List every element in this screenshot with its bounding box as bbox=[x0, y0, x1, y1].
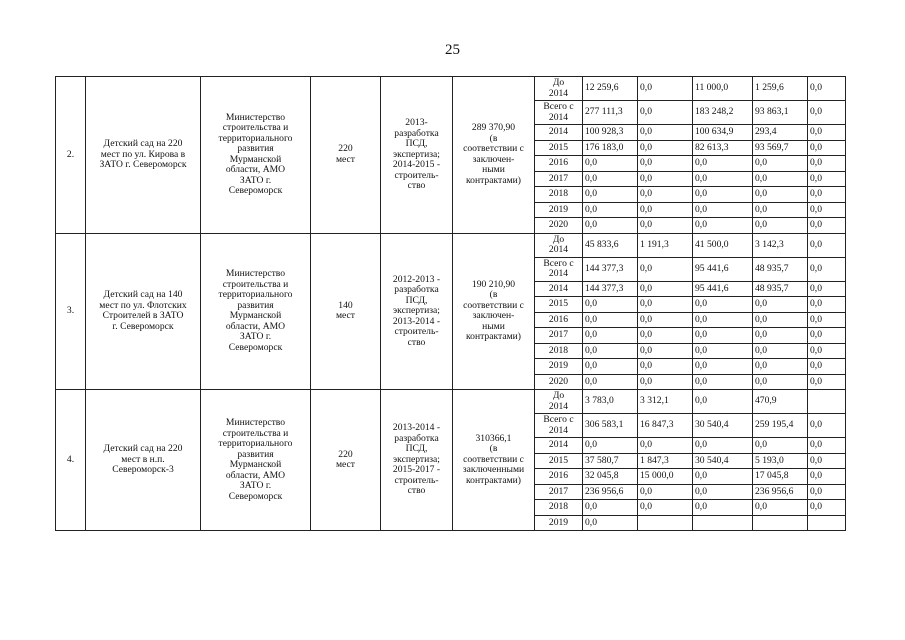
value-cell: 0,0 bbox=[808, 140, 846, 156]
period-text: 2014 bbox=[548, 282, 569, 294]
value-cell bbox=[808, 515, 846, 531]
value-cell: 0,0 bbox=[808, 469, 846, 485]
work-stages bbox=[381, 77, 453, 234]
value-cell: 48 935,7 bbox=[753, 257, 808, 281]
value-cell: 0,0 bbox=[808, 484, 846, 500]
period-text: 2015 bbox=[548, 141, 569, 153]
row-number bbox=[56, 233, 86, 390]
object-name bbox=[86, 77, 201, 234]
value-cell: 0,0 bbox=[693, 343, 753, 359]
value-cell: 0,0 bbox=[583, 328, 638, 344]
value-cell: 1 191,3 bbox=[638, 233, 693, 257]
value-cell: 0,0 bbox=[808, 281, 846, 297]
value-cell: 0,0 bbox=[583, 500, 638, 516]
value-cell: 32 045,8 bbox=[583, 469, 638, 485]
period-cell bbox=[535, 77, 583, 101]
period-text: До 2014 bbox=[548, 390, 569, 412]
period-cell bbox=[535, 156, 583, 172]
period-cell bbox=[535, 171, 583, 187]
period-text: 2019 bbox=[548, 516, 569, 528]
capacity bbox=[311, 390, 381, 531]
work-stages-text: 2013- разработка ПСД, экспертиза; 2014-2015 - строитель- ство bbox=[392, 117, 441, 191]
period-cell bbox=[535, 125, 583, 141]
work-stages-text: 2012-2013 - разработка ПСД, экспертиза; 2013-2014 - строитель- ство bbox=[392, 273, 441, 348]
estimated-cost bbox=[453, 233, 535, 390]
value-cell: 0,0 bbox=[808, 500, 846, 516]
value-cell: 0,0 bbox=[638, 343, 693, 359]
value-cell: 0,0 bbox=[583, 187, 638, 203]
value-cell: 0,0 bbox=[583, 297, 638, 313]
capacity-text: 140 мест bbox=[335, 299, 356, 322]
value-cell: 0,0 bbox=[808, 453, 846, 469]
period-cell bbox=[535, 484, 583, 500]
value-cell: 0,0 bbox=[638, 140, 693, 156]
value-cell: 0,0 bbox=[808, 257, 846, 281]
value-cell: 0,0 bbox=[753, 202, 808, 218]
value-cell: 0,0 bbox=[638, 281, 693, 297]
value-cell: 0,0 bbox=[808, 187, 846, 203]
work-stages-text: 2013-2014 - разработка ПСД, экспертиза; 2015-2017 - строитель- ство bbox=[392, 422, 441, 497]
value-cell: 16 847,3 bbox=[638, 414, 693, 438]
responsible-org-text: Министерство строительства и территориального развития Мурманской области, АМО ЗАТО г. Североморск bbox=[218, 268, 293, 353]
value-cell: 100 928,3 bbox=[583, 125, 638, 141]
period-cell bbox=[535, 414, 583, 438]
period-cell bbox=[535, 390, 583, 414]
value-cell: 0,0 bbox=[693, 500, 753, 516]
value-cell bbox=[693, 515, 753, 531]
period-text: 2017 bbox=[548, 329, 569, 340]
value-cell: 0,0 bbox=[693, 297, 753, 313]
period-text: 2018 bbox=[548, 344, 569, 356]
value-cell: 0,0 bbox=[638, 438, 693, 454]
period-text: 2017 bbox=[548, 172, 569, 184]
value-cell: 0,0 bbox=[583, 156, 638, 172]
period-text: 2014 bbox=[548, 439, 569, 450]
capacity-text: 220 мест bbox=[335, 448, 356, 470]
value-cell: 0,0 bbox=[583, 374, 638, 390]
value-cell: 0,0 bbox=[583, 359, 638, 375]
period-text: 2019 bbox=[548, 360, 569, 371]
value-cell: 183 248,2 bbox=[693, 101, 753, 125]
value-cell: 17 045,8 bbox=[753, 469, 808, 485]
value-cell: 0,0 bbox=[638, 374, 693, 390]
value-cell: 1 259,6 bbox=[753, 77, 808, 101]
row-number bbox=[56, 390, 86, 531]
value-cell: 95 441,6 bbox=[693, 281, 753, 297]
value-cell: 0,0 bbox=[808, 312, 846, 328]
value-cell: 0,0 bbox=[808, 414, 846, 438]
table-row bbox=[56, 390, 846, 414]
object-name-text: Детский сад на 140 мест по ул. Флотских Строителей в ЗАТО г. Североморск bbox=[99, 289, 187, 332]
value-cell: 236 956,6 bbox=[753, 484, 808, 500]
value-cell: 0,0 bbox=[638, 328, 693, 344]
value-cell: 0,0 bbox=[693, 374, 753, 390]
value-cell: 0,0 bbox=[693, 328, 753, 344]
period-cell bbox=[535, 312, 583, 328]
value-cell: 0,0 bbox=[693, 202, 753, 218]
value-cell: 0,0 bbox=[808, 156, 846, 172]
object-name bbox=[86, 233, 201, 390]
value-cell: 0,0 bbox=[753, 438, 808, 454]
value-cell: 0,0 bbox=[638, 500, 693, 516]
value-cell: 0,0 bbox=[808, 218, 846, 234]
responsible-org bbox=[201, 390, 311, 531]
value-cell: 12 259,6 bbox=[583, 77, 638, 101]
value-cell: 0,0 bbox=[753, 374, 808, 390]
capacity bbox=[311, 77, 381, 234]
value-cell: 293,4 bbox=[753, 125, 808, 141]
value-cell: 0,0 bbox=[808, 328, 846, 344]
object-name-text: Детский сад на 220 мест по ул. Кирова в ЗАТО г. Североморск bbox=[99, 138, 187, 170]
value-cell: 30 540,4 bbox=[693, 453, 753, 469]
value-cell: 0,0 bbox=[808, 359, 846, 375]
table-row bbox=[56, 233, 846, 257]
period-cell bbox=[535, 281, 583, 297]
value-cell: 0,0 bbox=[753, 359, 808, 375]
value-cell: 0,0 bbox=[808, 77, 846, 101]
value-cell: 0,0 bbox=[693, 218, 753, 234]
value-cell: 0,0 bbox=[753, 187, 808, 203]
value-cell: 0,0 bbox=[693, 312, 753, 328]
responsible-org bbox=[201, 233, 311, 390]
period-text: 2016 bbox=[548, 313, 569, 325]
value-cell: 0,0 bbox=[638, 202, 693, 218]
value-cell: 0,0 bbox=[753, 218, 808, 234]
estimated-cost-text: 289 370,90 (в соответствии с заключен- ными контрактами) bbox=[463, 122, 524, 186]
value-cell: 37 580,7 bbox=[583, 453, 638, 469]
period-cell bbox=[535, 257, 583, 281]
value-cell: 0,0 bbox=[638, 297, 693, 313]
period-text: До 2014 bbox=[548, 233, 569, 255]
period-cell bbox=[535, 453, 583, 469]
value-cell: 0,0 bbox=[693, 187, 753, 203]
period-text: 2019 bbox=[548, 203, 569, 215]
period-cell bbox=[535, 218, 583, 234]
value-cell: 0,0 bbox=[693, 469, 753, 485]
value-cell: 0,0 bbox=[753, 171, 808, 187]
period-text: До 2014 bbox=[548, 77, 569, 99]
period-cell bbox=[535, 343, 583, 359]
value-cell: 0,0 bbox=[583, 343, 638, 359]
value-cell: 93 863,1 bbox=[753, 101, 808, 125]
value-cell: 30 540,4 bbox=[693, 414, 753, 438]
period-text: 2014 bbox=[548, 126, 569, 137]
work-stages bbox=[381, 233, 453, 390]
period-text: Всего с 2014 bbox=[543, 101, 574, 123]
work-stages bbox=[381, 390, 453, 531]
object-name-text: Детский сад на 220 мест в н.п. Североморск-3 bbox=[103, 443, 183, 476]
period-cell bbox=[535, 469, 583, 485]
period-cell bbox=[535, 297, 583, 313]
object-name bbox=[86, 390, 201, 531]
responsible-org bbox=[201, 77, 311, 234]
value-cell: 3 312,1 bbox=[638, 390, 693, 414]
value-cell: 0,0 bbox=[638, 101, 693, 125]
value-cell: 0,0 bbox=[583, 312, 638, 328]
value-cell: 176 183,0 bbox=[583, 140, 638, 156]
value-cell: 11 000,0 bbox=[693, 77, 753, 101]
period-cell bbox=[535, 374, 583, 390]
period-text: 2017 bbox=[548, 485, 569, 497]
period-text: Всего с 2014 bbox=[543, 414, 574, 436]
value-cell: 0,0 bbox=[808, 171, 846, 187]
value-cell: 82 613,3 bbox=[693, 140, 753, 156]
value-cell: 0,0 bbox=[583, 202, 638, 218]
value-cell: 1 847,3 bbox=[638, 453, 693, 469]
period-cell bbox=[535, 500, 583, 516]
value-cell: 0,0 bbox=[638, 359, 693, 375]
period-cell bbox=[535, 140, 583, 156]
period-cell bbox=[535, 187, 583, 203]
value-cell: 95 441,6 bbox=[693, 257, 753, 281]
value-cell: 0,0 bbox=[753, 312, 808, 328]
value-cell: 0,0 bbox=[693, 156, 753, 172]
capacity bbox=[311, 233, 381, 390]
row-number-text: 2. bbox=[66, 148, 75, 160]
value-cell: 0,0 bbox=[638, 125, 693, 141]
value-cell: 236 956,6 bbox=[583, 484, 638, 500]
period-cell bbox=[535, 233, 583, 257]
value-cell: 0,0 bbox=[638, 257, 693, 281]
period-text: 2016 bbox=[548, 470, 569, 481]
period-cell bbox=[535, 515, 583, 531]
period-text: 2018 bbox=[548, 501, 569, 512]
value-cell: 100 634,9 bbox=[693, 125, 753, 141]
value-cell: 144 377,3 bbox=[583, 281, 638, 297]
period-text: 2016 bbox=[548, 157, 569, 168]
value-cell: 470,9 bbox=[753, 390, 808, 414]
table-body bbox=[56, 77, 846, 531]
estimated-cost bbox=[453, 77, 535, 234]
value-cell: 45 833,6 bbox=[583, 233, 638, 257]
period-text: 2015 bbox=[548, 298, 569, 309]
value-cell: 0,0 bbox=[808, 343, 846, 359]
period-cell bbox=[535, 101, 583, 125]
value-cell: 0,0 bbox=[753, 297, 808, 313]
estimated-cost-text: 190 210,90 (в соответствии с заключен- ными контрактами) bbox=[463, 278, 524, 343]
value-cell: 0,0 bbox=[753, 156, 808, 172]
value-cell: 0,0 bbox=[808, 101, 846, 125]
value-cell: 0,0 bbox=[753, 500, 808, 516]
value-cell: 5 193,0 bbox=[753, 453, 808, 469]
estimated-cost bbox=[453, 390, 535, 531]
period-text: 2015 bbox=[548, 454, 569, 466]
value-cell bbox=[808, 390, 846, 414]
value-cell: 0,0 bbox=[638, 484, 693, 500]
value-cell: 0,0 bbox=[638, 77, 693, 101]
period-cell bbox=[535, 328, 583, 344]
value-cell bbox=[638, 515, 693, 531]
value-cell: 0,0 bbox=[808, 202, 846, 218]
value-cell bbox=[753, 515, 808, 531]
row-number-text: 4. bbox=[66, 453, 75, 465]
value-cell: 0,0 bbox=[583, 171, 638, 187]
value-cell: 0,0 bbox=[638, 312, 693, 328]
period-cell bbox=[535, 359, 583, 375]
value-cell: 0,0 bbox=[693, 359, 753, 375]
value-cell: 0,0 bbox=[808, 438, 846, 454]
value-cell: 0,0 bbox=[583, 218, 638, 234]
value-cell: 41 500,0 bbox=[693, 233, 753, 257]
value-cell: 0,0 bbox=[638, 218, 693, 234]
value-cell: 0,0 bbox=[693, 438, 753, 454]
value-cell: 93 569,7 bbox=[753, 140, 808, 156]
responsible-org-text: Министерство строительства и территориального развития Мурманской области, АМО ЗАТО г. Североморск bbox=[218, 417, 293, 502]
period-text: 2020 bbox=[548, 219, 569, 230]
responsible-org-text: Министерство строительства и территориального развития Мурманской области, АМО ЗАТО г. Североморск bbox=[218, 111, 293, 197]
page-number: 25 bbox=[445, 42, 460, 58]
value-cell: 48 935,7 bbox=[753, 281, 808, 297]
row-number-text: 3. bbox=[66, 305, 75, 316]
value-cell: 0,0 bbox=[808, 233, 846, 257]
table-row bbox=[56, 77, 846, 101]
period-cell bbox=[535, 202, 583, 218]
capacity-text: 220 мест bbox=[335, 143, 356, 165]
period-text: 2020 bbox=[548, 375, 569, 387]
value-cell: 15 000,0 bbox=[638, 469, 693, 485]
program-table bbox=[55, 76, 846, 531]
period-cell bbox=[535, 438, 583, 454]
value-cell: 3 142,3 bbox=[753, 233, 808, 257]
value-cell: 0,0 bbox=[638, 187, 693, 203]
value-cell: 0,0 bbox=[638, 171, 693, 187]
value-cell: 3 783,0 bbox=[583, 390, 638, 414]
period-text: 2018 bbox=[548, 188, 569, 199]
value-cell: 259 195,4 bbox=[753, 414, 808, 438]
value-cell: 0,0 bbox=[693, 171, 753, 187]
value-cell: 144 377,3 bbox=[583, 257, 638, 281]
estimated-cost-text: 310366,1 (в соответствии с заключенными контрактами) bbox=[462, 432, 525, 486]
value-cell: 0,0 bbox=[693, 390, 753, 414]
value-cell: 0,0 bbox=[808, 125, 846, 141]
period-text: Всего с 2014 bbox=[543, 257, 574, 279]
value-cell: 0,0 bbox=[753, 328, 808, 344]
value-cell: 0,0 bbox=[753, 343, 808, 359]
row-number bbox=[56, 77, 86, 234]
value-cell: 0,0 bbox=[808, 374, 846, 390]
value-cell: 0,0 bbox=[693, 484, 753, 500]
value-cell: 0,0 bbox=[583, 438, 638, 454]
value-cell: 0,0 bbox=[808, 297, 846, 313]
value-cell: 306 583,1 bbox=[583, 414, 638, 438]
value-cell: 0,0 bbox=[638, 156, 693, 172]
value-cell: 0,0 bbox=[583, 515, 638, 531]
value-cell: 277 111,3 bbox=[583, 101, 638, 125]
